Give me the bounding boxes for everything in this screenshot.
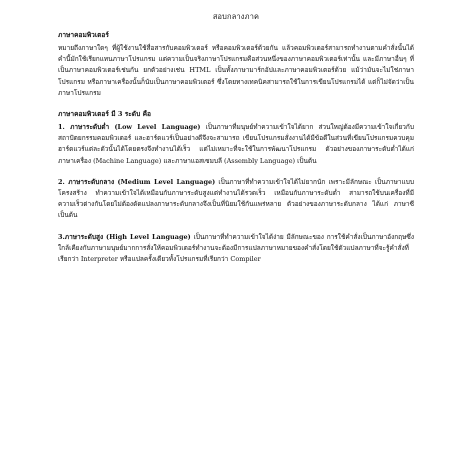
paragraph-low-level [58,122,414,167]
section-heading-computer-language: ภาษาคอมพิวเตอร์ [58,31,109,39]
high-level-title: 3.ภาษาระดับสูง (High Level Language) [58,232,191,241]
document-page [58,12,414,275]
section-heading-levels: ภาษาคอมพิวเตอร์ มี 3 ระดับ คือ [58,110,151,119]
high-level-body: เป็นภาษาที่ทำความเข้าใจได้ง่าย มีลักษณะของ การใช้คำสั่งเป็นภาษาอังกฤษซึ่งใกล้เคียงกับภาษามนุษย์มากการสั่งให้คอมพิวเตอร์ทำงานจะต้องมีการแปลภาษาหมายของคำสั่งโดยใช้ตัวแปลภาษาที่จะรู้คำสั่งที่เรียกว่า Interpreter หรือแปลครั้งเดียวทั้งโปรแกรมที่เรียกว่า Compiler [58,232,414,264]
paragraph-definition: หมายถึงภาษาใดๆ ที่ผู้ใช้งานใช้สื่อสารกับคอมพิวเตอร์ หรือคอมพิวเตอร์ด้วยกัน แล้วคอมพิวเตอร์สามารถทำงานตามคำสั่งนั้นได้ คำนี้มักใช้เรียกแทนภาษาโปรแกรม แต่ความเป็นจริงภาษาโปรแกรมคือส่วนหนึ่งของภาษาคอมพิวเตอร์เท่านั้น และมีภาษาอื่นๆ ที่เป็นภาษาคอมพิวเตอร์เช่นกัน ยกตัวอย่างเช่น HTML เป็นทั้งภาษามาร์กอัปและภาษาคอมพิวเตอร์ด้วย แม้ว่ามันจะไม่ใช่ภาษาโปรแกรม หรือภาษาเครื่องนั้นก็นับเป็นภาษาคอมพิวเตอร์ ซึ่งโดยทางเทคนิคสามารถใช้ในการเขียนโปรแกรมได้ แต่ก็ไม่จัดว่าเป็นภาษาโปรแกรม [58,44,414,97]
paragraph-medium-level [58,177,414,222]
low-level-body: เป็นภาษาที่มนุษย์ทำความเข้าใจได้ยาก ส่วนใหญ่ต้องมีความเข้าใจเกี่ยวกับสถาปัตยกรรมคอมพิวเตอร์ และฮาร์ดแวร์เป็นอย่างดีจึงจะสามารถ เขียนโปรแกรมสั่งงานได้มีข้อดีในส่วนที่เขียนโปรแกรมควบคุมฮาร์ดแวร์แต่ละตัวนั้นได้โดยตรงจึงทำงานได้เร็ว แต่ไม่เหมาะที่จะใช้ในการพัฒนาโปรแกรม ตัวอย่างของภาษาระดับต่ำได้แก่ ภาษาเครื่อง (Machine Language) และภาษาแอสเซมบลี (Assembly Language) เป็นต้น [58,123,414,165]
medium-level-body: เป็นภาษาที่ทำความเข้าใจได้ไม่ยากนัก เพราะมีลักษณะ เป็นภาษาแบบโครงสร้าง ทำความเข้าใจได้เหมือนกับภาษาระดับสูงแต่ทำงานได้รวดเร็ว เหมือนกับภาษาระดับต่ำ สามารถใช้บนเครื่องที่มีความเร็วต่างกันโดยไม่ต้องดัดแปลงภาษาระดับกลางจึงเป็นที่นิยมใช้กันแพร่หลาย ตัวอย่างของภาษาระดับกลาง ได้แก่ ภาษาซี เป็นต้น [58,177,414,220]
paragraph-high-level [58,232,414,266]
page-header: สอบกลางภาค [212,12,260,21]
low-level-title: 1. ภาษาระดับต่ำ (Low Level Language) [58,123,201,132]
medium-level-title: 2. ภาษาระดับกลาง (Medium Level Language) [58,177,216,186]
